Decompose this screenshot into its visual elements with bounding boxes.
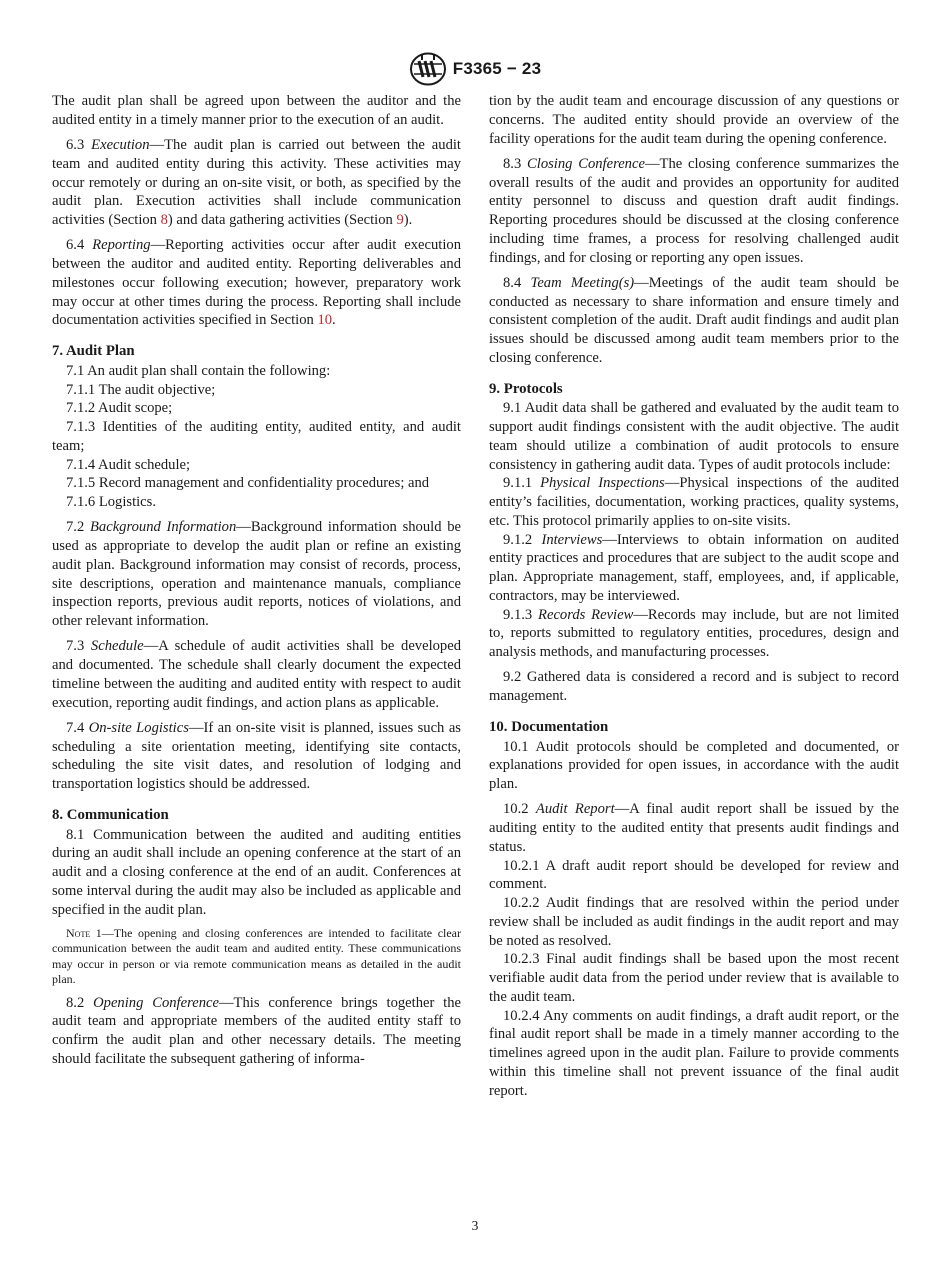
section-7-1-3: 7.1.3 Identities of the auditing entity, audited entity, and audit team;	[52, 419, 461, 454]
section-10-1: 10.1 Audit protocols should be completed and documented, or explanations provided for open issues, in accordance with the audit plan.	[489, 738, 899, 792]
section-8-2-continued: tion by the audit team and encourage discussion of any questions or concerns. The audited entity should provide an overview of the facility operations for the audit team during the opening conference.	[489, 93, 899, 147]
note-1: Note 1—The opening and closing conferences are intended to facilitate clear communication between the audit team and audited entity. These communications may occur in person or via remote communication means as detailed in the audit plan.	[52, 926, 461, 986]
section-7-heading: 7. Audit Plan	[52, 343, 135, 359]
section-10-2-3: 10.2.3 Final audit findings shall be based upon the most recent verifiable audit data from the period under review that is available to the audit team.	[489, 951, 899, 1005]
section-8-link[interactable]: 8	[160, 212, 168, 228]
section-8-3: 8.3 Closing Conference—The closing conference summarizes the overall results of the audit and provides an opportunity for audited entity personnel to discuss and question draft audit findings. Reporting procedures should be discussed at the closing conference including time frames, a process for resolving challenged audit findings, and for closing or reporting any open issues.	[489, 155, 899, 266]
section-10-2-4: 10.2.4 Any comments on audit findings, a draft audit report, or the final audit report shall be made in a timely manner according to the timelines agreed upon in the audit plan. Failure to provide comments within this timeline shall not prevent issuance of the final audit report.	[489, 1007, 899, 1099]
intro-paragraph: The audit plan shall be agreed upon between the auditor and the audited entity in a timely manner prior to the execution of an audit.	[52, 93, 461, 128]
section-10-2-2: 10.2.2 Audit findings that are resolved within the period under review shall be included as audit findings in the audit report and may be noted as resolved.	[489, 895, 899, 949]
section-7-1-2: 7.1.2 Audit scope;	[66, 400, 173, 417]
section-7-3: 7.3 Schedule—A schedule of audit activities shall be developed and documented. The schedule shall clearly document the expected timeline between the auditing and audited entity with respect to audit execution, reporting audit findings, and action plans as applicable.	[52, 638, 461, 711]
section-7-1-6: 7.1.6 Logistics.	[66, 494, 156, 510]
section-9-1-2: 9.1.2 Interviews—Interviews to obtain information on audited entity practices and procedures that are subject to the audit scope and plan. Appropriate management, staff, employees, and, if applicable, contractors, may be interviewed.	[489, 531, 899, 604]
section-9-1: 9.1 Audit data shall be gathered and evaluated by the audit team to support audit findings consistent with the audit objective. The audit team should utilize a combination of audit protocols to ensure consistency in gathering audit data. Types of audit protocols include:	[489, 400, 899, 473]
section-7-2: 7.2 Background Information—Background information should be used as appropriate to develop the audit plan or refine an existing audit plan. Background information may consist of records, process, site descriptions, operation and maintenance manuals, compliance inspection reports, previous audit reports, notices of violations, and other relevant information.	[52, 519, 462, 629]
section-10-heading: 10. Documentation	[489, 718, 609, 735]
section-9-1-1: 9.1.1 Physical Inspections—Physical inspections of the audited entity’s facilities, documentation, working practices, quality systems, etc. This protocol primarily applies to on-site visits.	[489, 475, 900, 529]
section-10-2: 10.2 Audit Report—A final audit report shall be issued by the auditing entity to the audited entity that presents audit findings and status.	[489, 801, 899, 855]
astm-logo-icon	[409, 52, 447, 86]
section-7-1-5: 7.1.5 Record management and confidentiality procedures; and	[66, 475, 430, 492]
document-id: F3365 − 23	[452, 59, 542, 78]
section-9-link[interactable]: 9	[396, 212, 404, 228]
left-column	[52, 92, 461, 1069]
section-8-1: 8.1 Communication between the audited and auditing entities during an audit shall include an opening conference at the start of an audit and a closing conference at the end of an audit. Conferences at some interval during the audit may also be included as applicable and specified in the audit plan.	[52, 826, 461, 918]
section-9-1-3: 9.1.3 Records Review—Records may include, but are not limited to, reports submitted to regulatory entities, procedures, design and analysis methods, and manufacturing processes.	[489, 606, 899, 660]
section-8-2: 8.2 Opening Conference—This conference brings together the audit team and appropriate members of the audited entity staff to confirm the audit plan and other necessary details. The meeting should facilitate the subsequent gathering of informa-	[52, 994, 462, 1067]
section-8-4: 8.4 Team Meeting(s)—Meetings of the audit team should be conducted as necessary to share information and ensure timely and consistent completion of the audit. Draft audit findings and audit plan issues should be discussed among audit team members prior to the closing conference.	[489, 274, 899, 366]
section-10-2-1: 10.2.1 A draft audit report should be developed for review and comment.	[489, 857, 899, 893]
right-column	[489, 92, 899, 1100]
section-7-1-1: 7.1.1 The audit objective;	[66, 381, 216, 398]
page-header	[0, 52, 950, 86]
page-number: 3	[471, 1218, 479, 1233]
section-6-3: 6.3 Execution—The audit plan is carried out between the audit team and audited entity during this activity. These activities may occur remotely or during an on-site visit, or both, as specified by the audit plan. Execution activities shall include communication activities (Section 8) and data gathering activities (Section 9).	[52, 137, 461, 228]
section-10-link[interactable]: 10	[317, 312, 333, 329]
section-8-heading: 8. Communication	[52, 806, 169, 823]
section-7-1-4: 7.1.4 Audit schedule;	[66, 456, 191, 473]
section-9-2: 9.2 Gathered data is considered a record and is subject to record management.	[489, 669, 899, 704]
section-6-4: 6.4 Reporting—Reporting activities occur after audit execution between the auditor and audited entity. Reporting deliverables and milestones occur following execution; however, preparatory work may occur at other times during the process. Reporting shall include documentation activities specified in Section 10.	[52, 237, 461, 329]
section-7-4: 7.4 On-site Logistics—If an on-site visit is planned, issues such as scheduling a site orientation meeting, identifying site contacts, scheduling the site visit dates, and resolution of lodging and transportation logistics should be addressed.	[52, 719, 461, 792]
section-7-1: 7.1 An audit plan shall contain the following:	[66, 362, 331, 379]
section-9-heading: 9. Protocols	[489, 380, 563, 397]
